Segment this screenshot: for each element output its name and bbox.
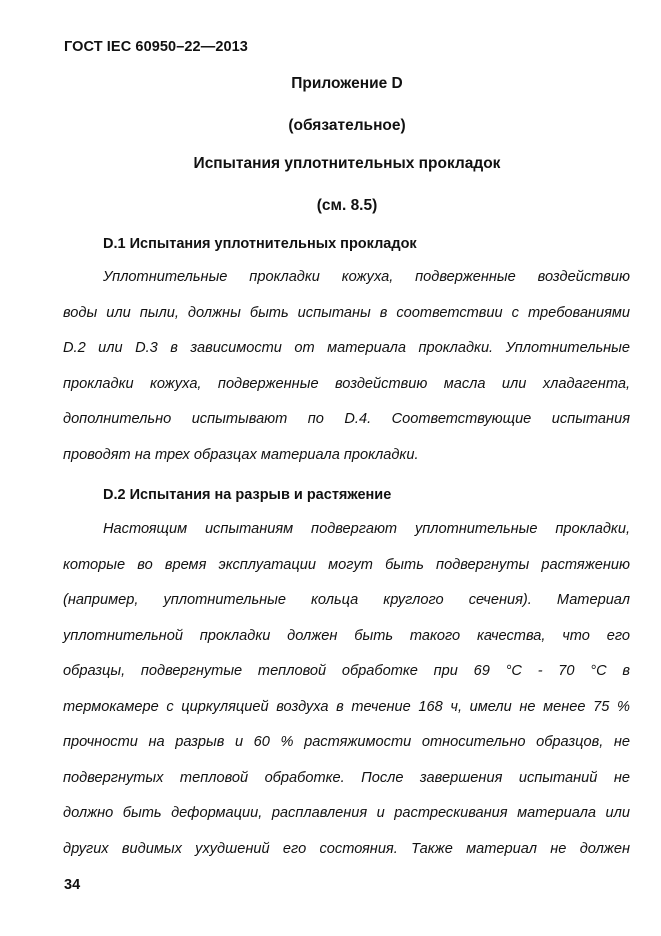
- paragraph-line: воды или пыли, должны быть испытаны в соответствии с требованиями: [63, 304, 630, 321]
- document-standard-id: ГОСТ IEC 60950–22—2013: [64, 39, 248, 55]
- section-heading-d1: D.1 Испытания уплотнительных прокладок: [103, 236, 417, 252]
- paragraph-line: должно быть деформации, расплавления и растрескивания материала или: [63, 805, 630, 821]
- paragraph-line: которые во время эксплуатации могут быть подвергнуты растяжению: [63, 556, 630, 573]
- annex-title: Приложение D: [291, 75, 403, 92]
- paragraph-line: уплотнительной прокладки должен быть такого качества, что его: [63, 627, 630, 644]
- paragraph-line: термокамере с циркуляцией воздуха в течение 168 ч, имели не менее 75 %: [63, 698, 630, 715]
- paragraph-line: Настоящим испытаниям подвергают уплотнительные прокладки,: [103, 521, 630, 537]
- paragraph-line: Уплотнительные прокладки кожуха, подверженные воздействию: [103, 269, 630, 285]
- paragraph-line: прочности на разрыв и 60 % растяжимости относительно образцов, не: [63, 734, 630, 750]
- page-number: 34: [64, 877, 81, 893]
- annex-status: (обязательное): [288, 117, 406, 134]
- annex-subject: Испытания уплотнительных прокладок: [193, 155, 501, 172]
- paragraph-line: (например, уплотнительные кольца круглого сечения). Материал: [63, 592, 630, 608]
- paragraph-line: образцы, подвергнутые тепловой обработке при 69 °С - 70 °С в: [63, 663, 630, 679]
- paragraph-line: прокладки кожуха, подверженные воздействию масла или хладагента,: [63, 375, 630, 392]
- paragraph-line: подвергнутых тепловой обработке. После завершения испытаний не: [63, 769, 630, 786]
- annex-reference: (см. 8.5): [316, 197, 378, 214]
- section-d2-paragraph: [63, 512, 630, 867]
- section-d1-paragraph: [63, 260, 630, 473]
- paragraph-line: проводят на трех образцах материала прокладки.: [63, 446, 419, 463]
- paragraph-line: D.2 или D.3 в зависимости от материала прокладки. Уплотнительные: [63, 340, 630, 356]
- paragraph-line: дополнительно испытывают по D.4. Соответствующие испытания: [63, 411, 630, 427]
- section-heading-d2: D.2 Испытания на разрыв и растяжение: [103, 487, 392, 503]
- paragraph-line: других видимых ухудшений его состояния. Также материал не должен: [63, 840, 630, 857]
